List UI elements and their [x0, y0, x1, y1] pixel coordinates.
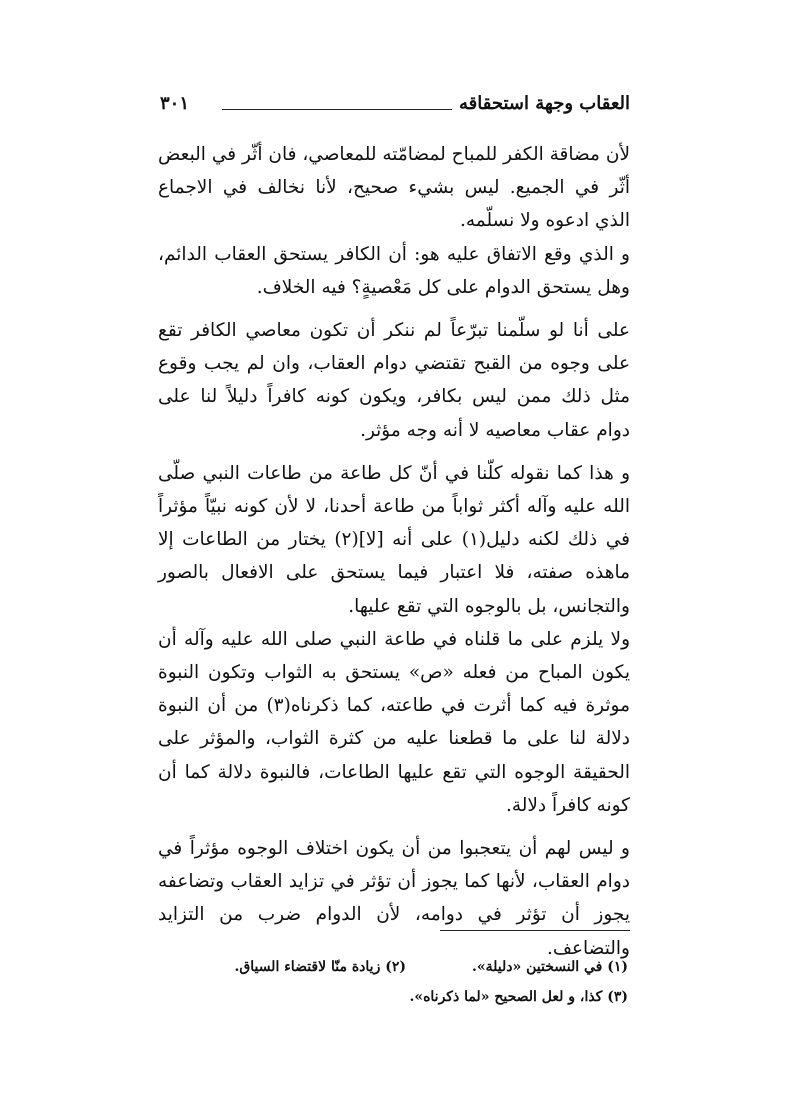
main-text [158, 138, 630, 965]
footnote-row-1 [200, 952, 628, 982]
paragraph-4: و هذا كما نقوله كلّنا في أنّ كل طاعة من طاعات النبي صلّى الله عليه وآله أكثر ثواباً من طاعة أحدنا، لا لأن كونه نبيّاً مؤثراً في ذلك لكنه دليل(١) على أنه [لا](٢) يختار من الطاعات إلا ماهذه صفته، فلا اعتبار فيما يستحق على الافعال بالصور والتجانس، بل بالوجوه التي تقع عليها. [158, 462, 630, 617]
header-rule [222, 109, 452, 110]
footnote-divider [440, 930, 630, 931]
footnote-1: (١) في النسختين «دليلة». [471, 959, 628, 975]
paragraph-3: على أنا لو سلّمنا تبرّعاً لم ننكر أن تكون معاصي الكافر تقع على وجوه من القبح تقتضي دوام العقاب، وان لم يجب وقوع مثل ذلك ممن ليس بكافر، ويكون كونه كافراً دليلاً لنا على دوام عقاب معاصيه لا أنه وجه مؤثر. [158, 320, 630, 441]
footnotes [200, 952, 628, 1012]
paragraph-6: و ليس لهم أن يتعجبوا من أن يكون اختلاف الوجوه مؤثراً في دوام العقاب، لأنها كما يجوز أن تؤثر في تزايد العقاب وتضاعفه يجوز أن تؤثر في دوامه، لأن الدوام ضرب من التزايد والتضاعف. [158, 838, 630, 959]
footnote-2: (٢) زيادة منّا لاقتضاء السياق. [234, 959, 406, 975]
footnote-row-2 [200, 982, 628, 1012]
footnote-3: (٣) كذا، و لعل الصحيح «لما ذكرناه». [409, 989, 628, 1005]
page-number: ٣٠١ [160, 93, 190, 114]
paragraph-5: ولا يلزم على ما قلناه في طاعة النبي صلى الله عليه وآله أن يكون المباح من فعله «ص» يستحق به الثواب وتكون النبوة موثرة فيه كما أثرت في طاعته، كما ذكرناه(٣) من أن النبوة دلالة لنا على ما قطعنا عليه من كثرة الثواب، والمؤثر على الحقيقة الوجوه التي تقع عليها الطاعات، فالنبوة دلالة كما أن كونه كافراً دلالة. [158, 628, 630, 816]
running-header [160, 92, 630, 120]
paragraph-2: و الذي وقع الاتفاق عليه هو: أن الكافر يستحق العقاب الدائم، وهل يستحق الدوام على كل مَعْصيةٍ؟ فيه الخلاف. [158, 243, 630, 298]
paragraph-1: لأن مضاقة الكفر للمباح لمضامّته للمعاصي، فان أثّر في البعض أثّر في الجميع. ليس بشيء صحيح، لأنا نخالف في الاجماع الذي ادعوه ولا نسلّمه. [158, 144, 630, 232]
running-title: العقاب وجهة استحقاقه [459, 93, 630, 114]
